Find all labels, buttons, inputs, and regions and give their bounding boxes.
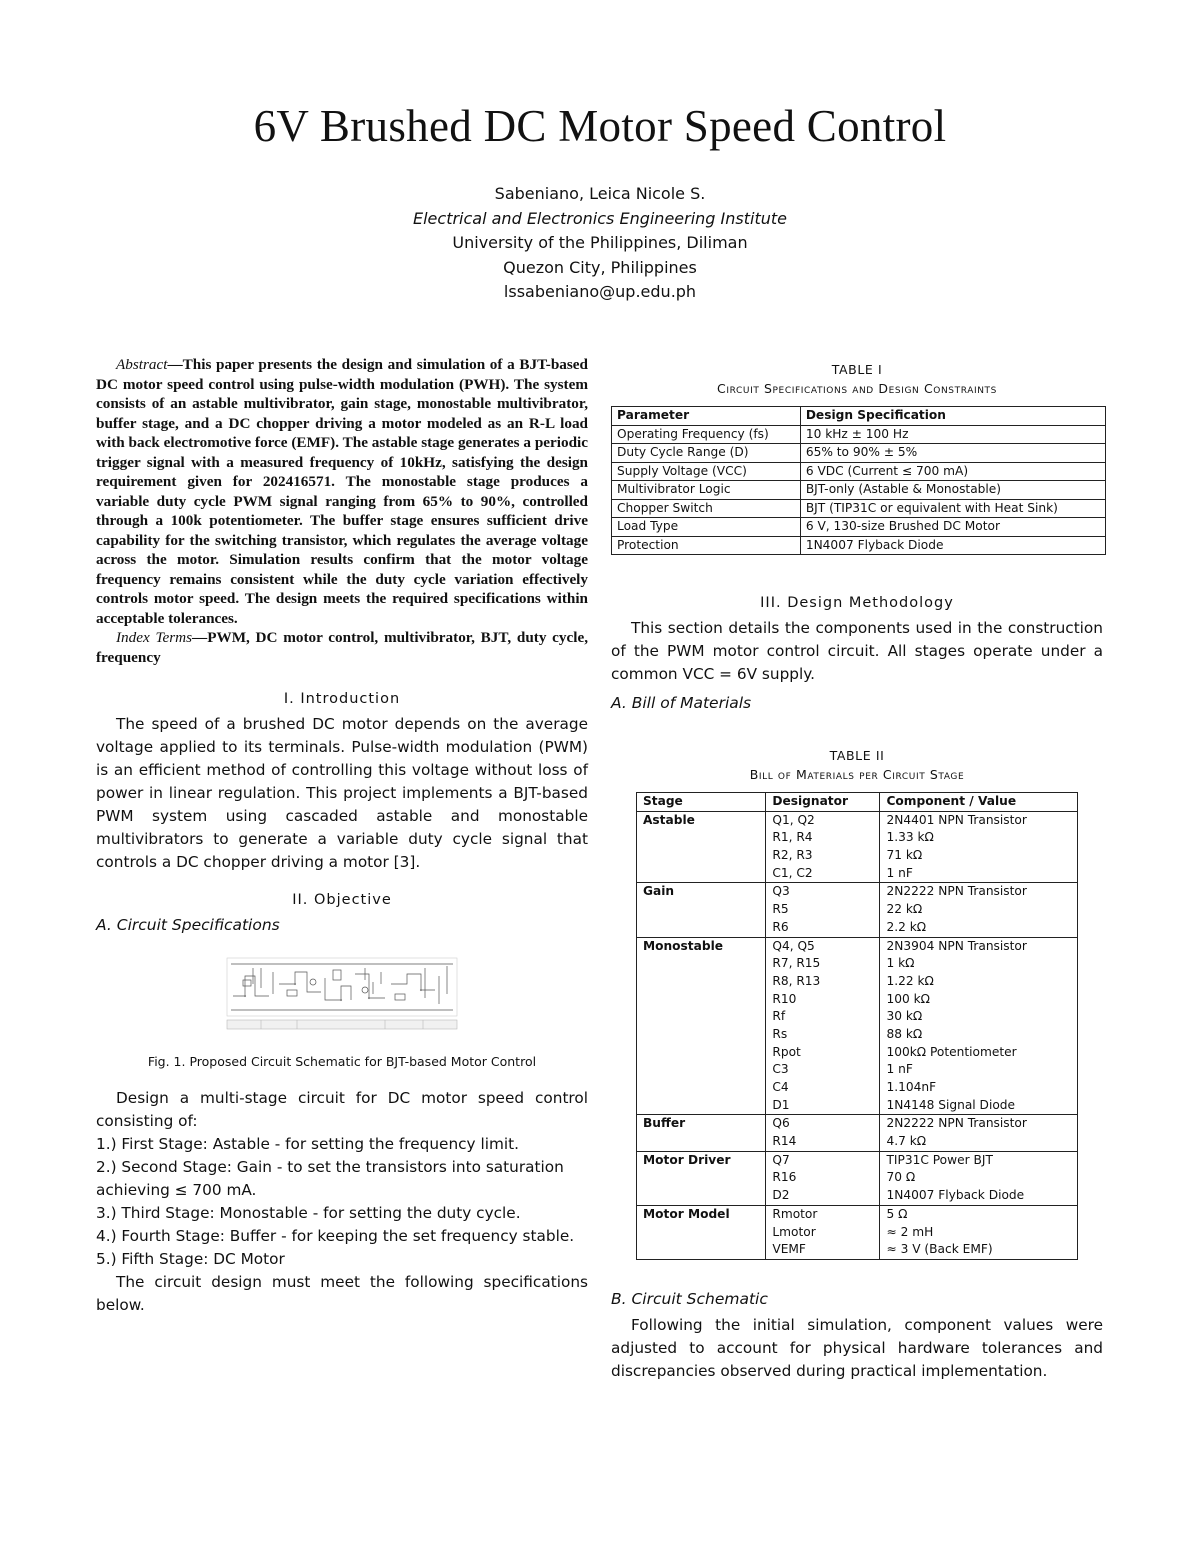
right-column [611,360,1103,1383]
author-city: Quezon City, Philippines [503,257,697,277]
designator-cell: R1, R4 [766,829,880,847]
designator-cell: Q7 [766,1151,880,1169]
component-cell: 2.2 kΩ [880,919,1078,937]
component-cell: 100 kΩ [880,991,1078,1009]
table-row [612,444,1106,463]
stage-cell [637,829,766,847]
stage-cell [637,919,766,937]
left-column [96,355,588,1317]
designator-cell: Q3 [766,883,880,901]
table-header-cell: Designator [766,793,880,812]
stage-cell [637,1008,766,1026]
table-row [637,1133,1078,1151]
designator-cell: R10 [766,991,880,1009]
table-cell: BJT-only (Astable & Monostable) [800,481,1105,500]
author-block [0,182,1200,305]
component-cell: 2N4401 NPN Transistor [880,811,1078,829]
stage-list-item: 2.) Second Stage: Gain - to set the transistors into saturation achieving ≤ 700 mA. [96,1158,564,1199]
stage-cell [637,1079,766,1097]
stage-cell [637,1187,766,1205]
designator-cell: D2 [766,1187,880,1205]
component-cell: 1.33 kΩ [880,829,1078,847]
component-cell: 1 kΩ [880,955,1078,973]
designator-cell: Rpot [766,1044,880,1062]
table-cell: 6 VDC (Current ≤ 700 mA) [800,462,1105,481]
table-row [637,1061,1078,1079]
index-terms-label: Index Terms [116,629,193,646]
stage-list-item: 5.) Fifth Stage: DC Motor [96,1250,285,1268]
stage-cell [637,1061,766,1079]
table-cell: Duty Cycle Range (D) [612,444,801,463]
stage-cell [637,973,766,991]
table-row [637,901,1078,919]
component-cell: 71 kΩ [880,847,1078,865]
table-row [637,1205,1078,1223]
table2-caption: Bill of Materials per Circuit Stage [749,767,965,782]
table-header-cell: Stage [637,793,766,812]
table-header-cell: Parameter [612,407,801,426]
bom-table-body [637,811,1078,1259]
table-row [612,462,1106,481]
stage-list-item: 1.) First Stage: Astable - for setting the frequency limit. [96,1135,519,1153]
abstract: Abstract—This paper presents the design and simulation of a BJT-based DC motor speed control using pulse-width modulation (PWH). The system consists of an astable multivibrator, gain stage, monostable multivibrator, buffer stage, and a DC chopper driving a motor modeled as an R-L load with back electromotive force (EMF). The astable stage generates a periodic trigger signal with a measured frequency of 10kHz, satisfying the design requirement given for 202416571. The monostable stage produces a variable duty cycle PWM signal ranging from 65% to 90%, controlled through a 100k potentiometer. The buffer stage ensures sufficient drive capability for the switching transistor, which regulates the average voltage across the motor. Simulation results confirm that the motor voltage frequency remains consistent while the duty cycle variation effectively controls motor speed. The design meets the required specifications within acceptable tolerances. [96,356,588,627]
table-row [612,481,1106,500]
table-cell: 1N4007 Flyback Diode [800,536,1105,555]
designator-cell: R5 [766,901,880,919]
designator-cell: VEMF [766,1241,880,1259]
stage-cell: Motor Driver [637,1151,766,1169]
bill-of-materials-table [636,792,1078,1260]
designator-cell: R14 [766,1133,880,1151]
stage-cell [637,1133,766,1151]
stage-cell [637,1026,766,1044]
component-cell: 5 Ω [880,1205,1078,1223]
component-cell: ≈ 3 V (Back EMF) [880,1241,1078,1259]
table-header-row [612,407,1106,426]
stage-cell: Monostable [637,937,766,955]
stage-cell [637,847,766,865]
stage-cell [637,991,766,1009]
subsection-circuit-specifications: A. Circuit Specifications [96,916,280,934]
table-row [637,1079,1078,1097]
design-intro-text: Design a multi-stage circuit for DC motor speed control consisting of: [96,1089,588,1130]
table-row [612,536,1106,555]
designator-cell: R6 [766,919,880,937]
stage-cell [637,901,766,919]
designator-cell: R7, R15 [766,955,880,973]
table-row [637,1224,1078,1242]
schematic-image [225,954,459,1034]
table-cell: Multivibrator Logic [612,481,801,500]
component-cell: 70 Ω [880,1169,1078,1187]
designator-cell: C1, C2 [766,865,880,883]
designator-cell: Rf [766,1008,880,1026]
table2-number: TABLE II [829,748,885,763]
table-header-cell: Design Specification [800,407,1105,426]
stage-cell: Buffer [637,1115,766,1133]
stage-cell [637,955,766,973]
methodology-text: This section details the components used in the construction of the PWM motor control circuit. All stages operate under a common VCC = 6V supply. [611,619,1103,683]
subsection-bill-of-materials: A. Bill of Materials [611,694,752,712]
stage-cell: Astable [637,811,766,829]
table-row [637,1151,1078,1169]
component-cell: 1.104nF [880,1079,1078,1097]
table-row [637,973,1078,991]
designator-cell: Lmotor [766,1224,880,1242]
index-terms-text: PWM, DC motor control, multivibrator, BJT, duty cycle, frequency [96,629,588,666]
stage-list-item: 4.) Fourth Stage: Buffer - for keeping the set frequency stable. [96,1227,575,1245]
section-heading-introduction: I. Introduction [283,691,401,707]
table-cell: BJT (TIP31C or equivalent with Heat Sink) [800,499,1105,518]
subsection-circuit-schematic: B. Circuit Schematic [611,1289,768,1308]
designator-cell: C4 [766,1079,880,1097]
table-cell: Operating Frequency (fs) [612,425,801,444]
table-cell: 65% to 90% ± 5% [800,444,1105,463]
table-row [637,1115,1078,1133]
figure-caption: Fig. 1. Proposed Circuit Schematic for BJT-based Motor Control [147,1054,537,1069]
circuit-schematic-figure [225,954,459,1034]
index-terms: Index Terms—PWM, DC motor control, multivibrator, BJT, duty cycle, frequency [96,629,588,666]
stage-cell [637,1169,766,1187]
author-name: Sabeniano, Leica Nicole S. [494,184,706,203]
table-row [637,1097,1078,1115]
component-cell: 2N2222 NPN Transistor [880,883,1078,901]
abstract-text: This paper presents the design and simulation of a BJT-based DC motor speed control using pulse-width modulation (PWH). The system consists of an astable multivibrator, gain stage, monostable multivibrator, buffer stage, and a DC chopper driving a motor modeled as an R-L load with back electromotive force (EMF). The astable stage generates a periodic trigger signal with a measured frequency of 10kHz, satisfying the design requirement given for 202416571. The monostable stage produces a variable duty cycle PWM signal ranging from 65% to 90%, controlled through a 100k potentiometer. The buffer stage ensures sufficient drive capability for the switching transistor, which regulates the average voltage across the motor. Simulation results confirm that the motor voltage frequency remains consistent while the duty cycle variation effectively controls motor speed. The design meets the required specifications within acceptable tolerances. [96,356,588,627]
designator-cell: Q4, Q5 [766,937,880,955]
stage-cell: Motor Model [637,1205,766,1223]
component-cell: 4.7 kΩ [880,1133,1078,1151]
table-row [637,1169,1078,1187]
table-row [637,847,1078,865]
paper-title: 6V Brushed DC Motor Speed Control [253,101,947,151]
table-row [637,991,1078,1009]
table-row [637,811,1078,829]
designator-cell: C3 [766,1061,880,1079]
stage-cell [637,1241,766,1259]
author-institute: Electrical and Electronics Engineering Institute [413,208,787,228]
component-cell: 22 kΩ [880,901,1078,919]
introduction-text: The speed of a brushed DC motor depends on the average voltage applied to its terminals. Pulse-width modulation (PWM) is an efficient method of controlling this voltage without loss of power in linear regulation. This project implements a BJT-based PWM system using cascaded astable and monostable multivibrators to generate a variable duty cycle signal that controls a DC chopper driving a motor [3]. [96,715,588,871]
component-cell: TIP31C Power BJT [880,1151,1078,1169]
table-header-row [637,793,1078,812]
table-cell: Chopper Switch [612,499,801,518]
component-cell: 100kΩ Potentiometer [880,1044,1078,1062]
table-row [637,919,1078,937]
table-cell: Supply Voltage (VCC) [612,462,801,481]
component-cell: 1 nF [880,865,1078,883]
table-cell: 10 kHz ± 100 Hz [800,425,1105,444]
abstract-label: Abstract [116,356,168,373]
designator-cell: Rs [766,1026,880,1044]
stage-cell [637,1044,766,1062]
designator-cell: D1 [766,1097,880,1115]
table-row [612,518,1106,537]
stage-list-item: 3.) Third Stage: Monostable - for setting the duty cycle. [96,1204,521,1222]
table-row [612,499,1106,518]
stage-cell [637,865,766,883]
table1-number: TABLE I [831,362,883,377]
component-cell: 2N3904 NPN Transistor [880,937,1078,955]
section-heading-methodology: III. Design Methodology [760,595,954,611]
designator-cell: Q6 [766,1115,880,1133]
component-cell: ≈ 2 mH [880,1224,1078,1242]
table-row [637,1044,1078,1062]
table-row [637,1187,1078,1205]
component-cell: 88 kΩ [880,1026,1078,1044]
component-cell: 1 nF [880,1061,1078,1079]
table-row [612,425,1106,444]
table-row [637,1026,1078,1044]
specifications-table [611,406,1106,555]
table-cell: Protection [612,536,801,555]
section-heading-objective: II. Objective [292,892,392,908]
table-row [637,1241,1078,1259]
author-university: University of the Philippines, Diliman [452,233,748,253]
designator-cell: Rmotor [766,1205,880,1223]
component-cell: 30 kΩ [880,1008,1078,1026]
table1-caption: Circuit Specifications and Design Constraints [717,381,997,396]
stage-cell: Gain [637,883,766,901]
component-cell: 1.22 kΩ [880,973,1078,991]
stage-cell [637,1224,766,1242]
closing-text: The circuit design must meet the following specifications below. [96,1273,588,1314]
table-row [637,955,1078,973]
table-row [637,865,1078,883]
table-header-cell: Component / Value [880,793,1078,812]
designator-cell: Q1, Q2 [766,811,880,829]
table-cell: Load Type [612,518,801,537]
table-row [637,1008,1078,1026]
designator-cell: R16 [766,1169,880,1187]
table-cell: 6 V, 130-size Brushed DC Motor [800,518,1105,537]
component-cell: 2N2222 NPN Transistor [880,1115,1078,1133]
designator-cell: R8, R13 [766,973,880,991]
component-cell: 1N4148 Signal Diode [880,1097,1078,1115]
table-row [637,883,1078,901]
component-cell: 1N4007 Flyback Diode [880,1187,1078,1205]
stage-cell [637,1097,766,1115]
table-row [637,829,1078,847]
table-row [637,937,1078,955]
schematic-text: Following the initial simulation, component values were adjusted to account for physical hardware tolerances and discrepancies observed during practical implementation. [611,1315,1103,1380]
author-email[interactable]: lssabeniano@up.edu.ph [503,282,697,302]
designator-cell: R2, R3 [766,847,880,865]
